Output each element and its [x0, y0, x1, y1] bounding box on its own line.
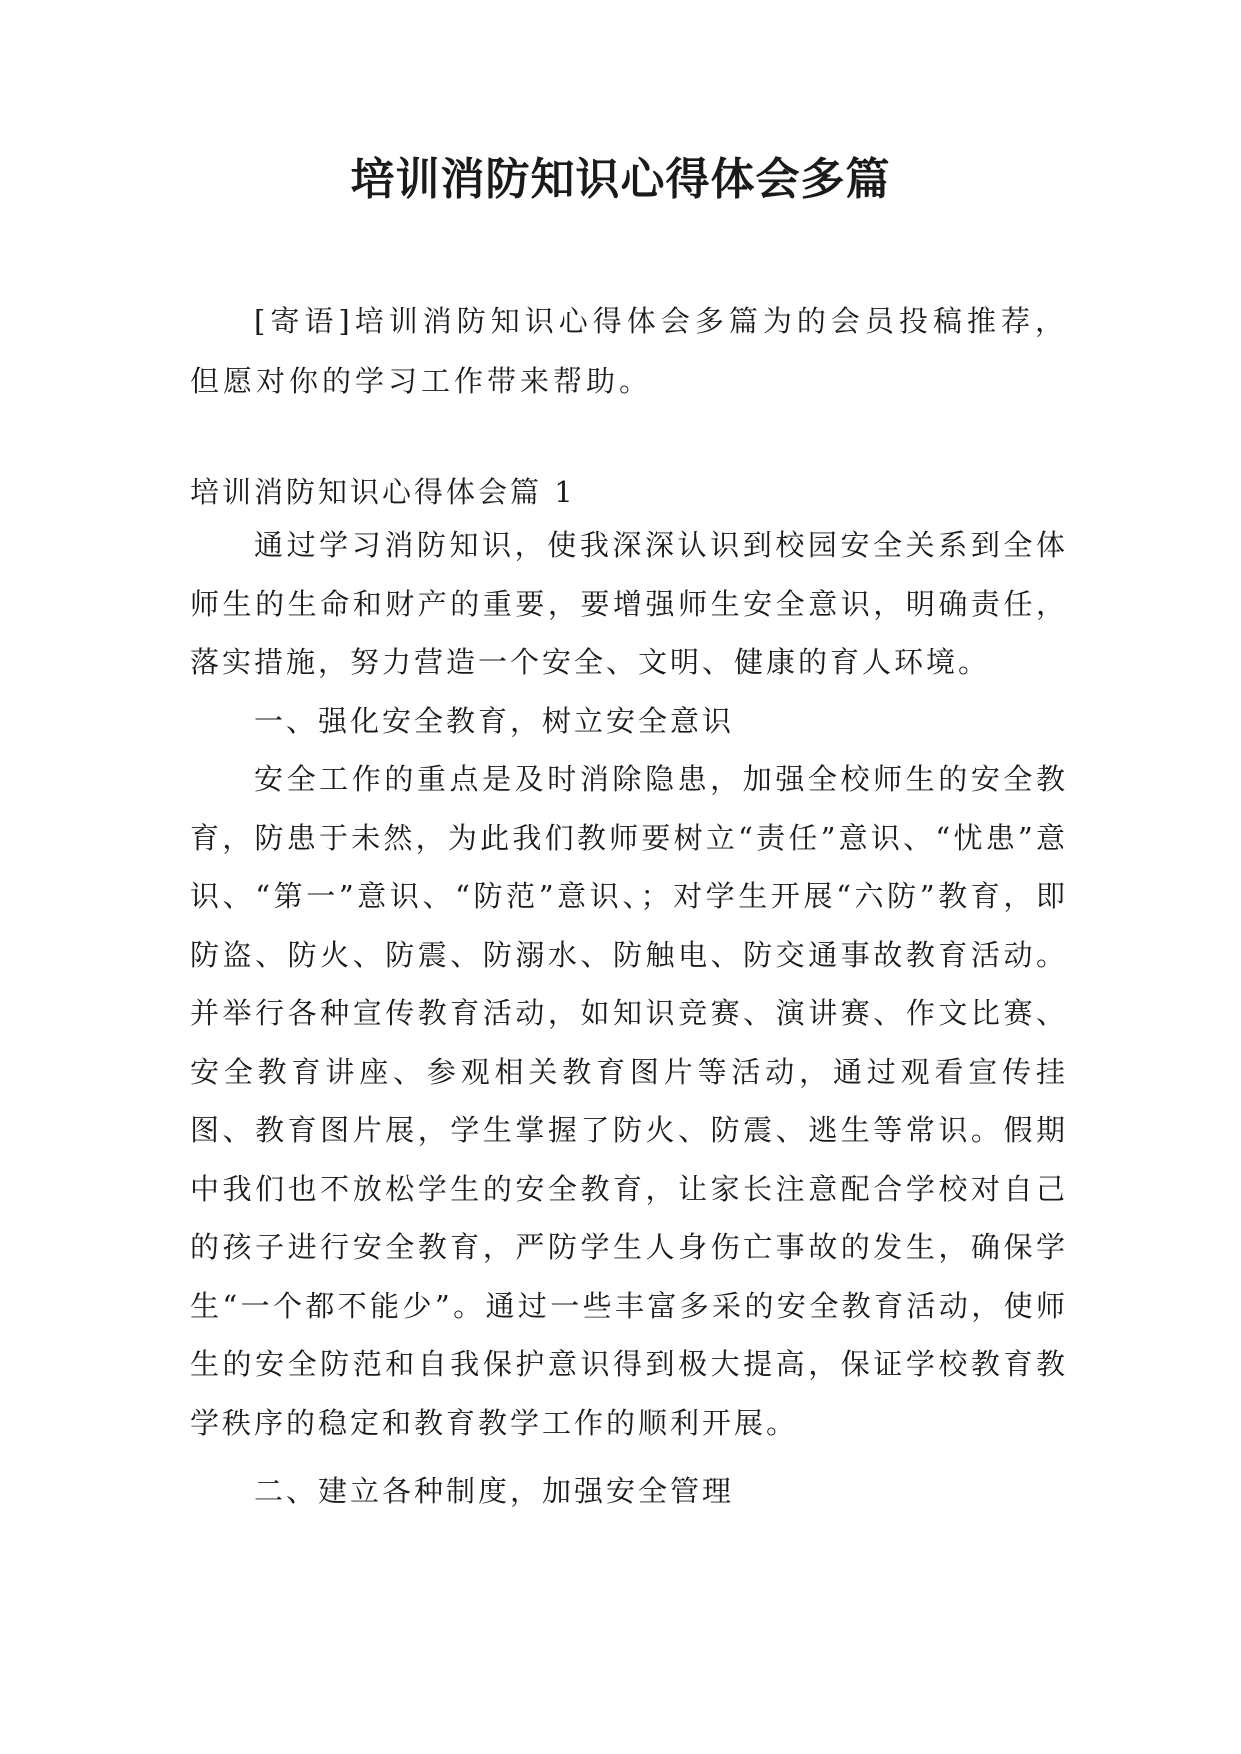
subheading-one: 一、强化安全教育，树立安全意识	[254, 703, 735, 738]
intro-paragraph: [寄语]培训消防知识心得体会多篇为的会员投稿推荐，但愿对你的学习工作带来帮助。	[190, 304, 1068, 398]
paragraph-spacer	[190, 1452, 1068, 1462]
body-paragraph: 通过学习消防知识，使我深深认识到校园安全关系到全体师生的生命和财产的重要，要增强师生安全意识，明确责任，落实措施，努力营造一个安全、文明、健康的育人环境。	[190, 528, 1068, 679]
article-body	[190, 516, 1068, 1521]
subheading-two: 二、建立各种制度，加强安全管理	[254, 1474, 735, 1508]
body-paragraph: 安全工作的重点是及时消除隐患，加强全校师生的安全教育，防患于未然，为此我们教师要树立“责任”意识、“忧患”意识、“第一”意识、“防范”意识、；对学生开展“六防”教育，即防盗、防火、防震、防溺水、防触电、防交通事故教育活动。并举行各种宣传教育活动，如知识竞赛、演讲赛、作文比赛、安全教育讲座、参观相关教育图片等活动，通过观看宣传挂图、教育图片展，学生掌握了防火、防震、逃生等常识。假期中我们也不放松学生的安全教育，让家长注意配合学校对自己的孩子进行安全教育，严防学生人身伤亡事故的发生，确保学生“一个都不能少”。通过一些丰富多采的安全教育活动，使师生的安全防范和自我保护意识得到极大提高，保证学校教育教学秩序的稳定和教育教学工作的顺利开展。	[190, 762, 1068, 1440]
section-heading: 培训消防知识心得体会篇 1	[190, 475, 576, 509]
document-title: 培训消防知识心得体会多篇	[350, 154, 891, 205]
